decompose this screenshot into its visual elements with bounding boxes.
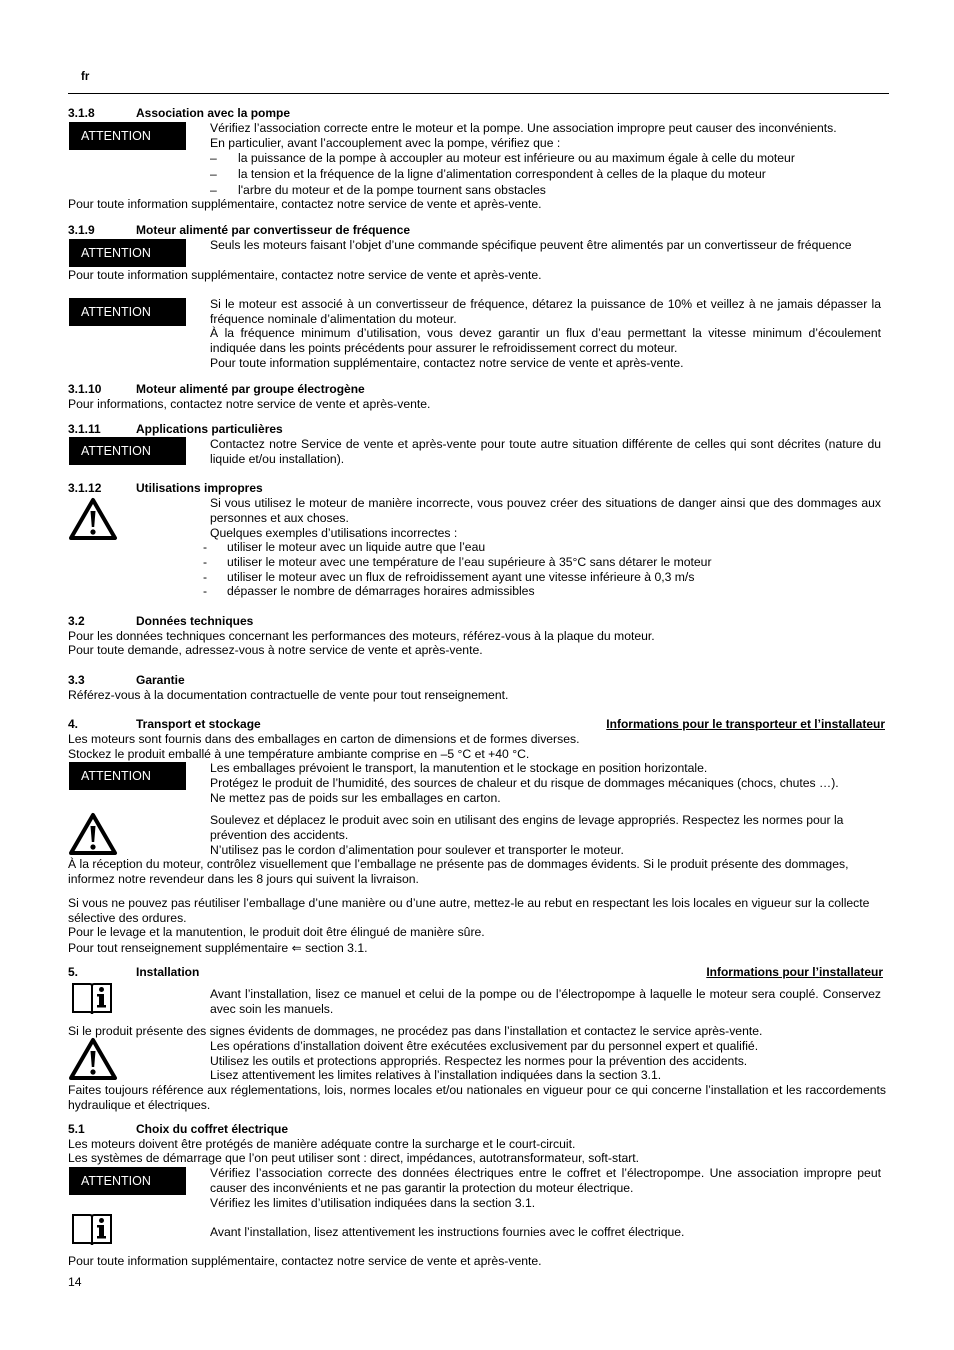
- section-title: Garantie: [136, 673, 185, 687]
- paragraph: Pour toute information supplémentaire, contactez notre service de vente et après-vente.: [210, 356, 684, 370]
- list-item-text: utiliser le moteur avec une température de l’eau supérieure à 35°C sans détarer le moteur: [227, 555, 712, 569]
- section-3-1-10-heading: [68, 382, 365, 397]
- paragraph: Les emballages prévoient le transport, la manutention et le stockage en position horizontale.: [210, 761, 708, 775]
- paragraph: Vérifiez les limites d’utilisation indiquées dans la section 3.1.: [210, 1196, 536, 1210]
- section-title: Installation: [136, 965, 200, 979]
- section-number: 3.1.11: [68, 422, 101, 436]
- attention-badge: ATTENTION: [69, 1167, 186, 1195]
- paragraph: Pour le levage et la manutention, le produit doit être élingué de manière sûre.: [68, 925, 485, 939]
- warning-icon: [68, 497, 118, 541]
- section-number: 5.: [68, 965, 79, 979]
- attention-badge: ATTENTION: [69, 437, 186, 465]
- bullet-mark: -: [203, 540, 208, 554]
- section-number: 3.1.10: [68, 382, 102, 396]
- paragraph: Si vous ne pouvez pas réutiliser l’emballage d’une manière ou d’une autre, mettez-le au rebut en respectant les lois locales en vigueur sur la collecte sélective des ordures.: [68, 896, 870, 925]
- paragraph: Les systèmes de démarrage que l’on peut utiliser sont : direct, impédances, autotransformateur, soft-start.: [68, 1151, 640, 1165]
- paragraph: Pour informations, contactez notre service de vente et après-vente.: [68, 397, 431, 411]
- section-title: Utilisations impropres: [136, 481, 263, 495]
- section-5-1-heading: [68, 1122, 288, 1137]
- attention-badge: ATTENTION: [69, 122, 186, 150]
- list-item-text: dépasser le nombre de démarrages horaires admissibles: [227, 584, 535, 598]
- section-title: Moteur alimenté par convertisseur de fréquence: [136, 223, 411, 237]
- section-number: 4.: [68, 717, 79, 731]
- paragraph: Pour tout renseignement supplémentaire ⇐ section 3.1.: [68, 941, 368, 955]
- paragraph: Les moteurs sont fournis dans des emballages en carton de dimensions et de formes diverses.: [68, 732, 580, 746]
- section-number: 3.1.9: [68, 223, 95, 237]
- section-title: Données techniques: [136, 614, 254, 628]
- header-rule: [68, 93, 889, 94]
- manual-info-icon: [70, 1212, 114, 1248]
- section-number: 3.1.8: [68, 106, 95, 120]
- paragraph: Si vous utilisez le moteur de manière incorrecte, vous pouvez créer des situations de danger ainsi que des dommages aux personnes et aux choses.: [210, 496, 881, 525]
- warning-icon: [68, 1037, 118, 1081]
- language-code: fr: [81, 71, 90, 83]
- warning-icon: [68, 812, 118, 856]
- section-title: Transport et stockage: [136, 717, 261, 731]
- attention-badge: ATTENTION: [69, 762, 186, 790]
- section-title: Applications particulières: [136, 422, 283, 436]
- paragraph: Vérifiez l’association correcte des données électriques entre le coffret et l’électropompe. Une association impropre peut causer des inconvénients et ne pas garantir la protection du moteur électrique.: [210, 1166, 881, 1195]
- paragraph: Lisez attentivement les limites relatives à l’installation indiquées dans la section 3.1.: [210, 1068, 662, 1082]
- bullet-mark: –: [210, 167, 217, 181]
- page-number: 14: [68, 1275, 82, 1289]
- paragraph: Seuls les moteurs faisant l’objet d’une commande spécifique peuvent être alimentés par un convertisseur de fréquence: [210, 238, 852, 252]
- section-title: Association avec la pompe: [136, 106, 291, 120]
- section-3-1-9-heading: [68, 223, 410, 238]
- attention-badge: ATTENTION: [69, 298, 186, 326]
- paragraph: Si le moteur est associé à un convertisseur de fréquence, détarez la puissance de 10% et veillez à ne jamais dépasser la fréquence nominale d’alimentation du moteur.: [210, 297, 881, 326]
- section-3-1-11-heading: [68, 422, 283, 437]
- paragraph: Vérifiez l’association correcte entre le moteur et la pompe. Une association impropre peut causer des inconvénients.: [210, 121, 837, 135]
- paragraph: En particulier, avant l’accouplement avec la pompe, vérifiez que :: [210, 136, 561, 150]
- section-3-2-heading: [68, 614, 253, 629]
- bullet-mark: -: [203, 555, 208, 569]
- paragraph: Ne mettez pas de poids sur les emballages en carton.: [210, 791, 501, 805]
- paragraph: Avant l’installation, lisez attentivement les instructions fournies avec le coffret électrique.: [210, 1225, 685, 1239]
- paragraph: Contactez notre Service de vente et après-vente pour toute autre situation différente de celles qui sont décrites (nature du liquide et/ou installation).: [210, 437, 881, 466]
- paragraph: Référez-vous à la documentation contractuelle de vente pour tout renseignement.: [68, 688, 509, 702]
- list-item-text: la puissance de la pompe à accoupler au moteur est inférieure ou au maximum égale à celle du moteur: [238, 151, 795, 165]
- paragraph: Protégez le produit de l’humidité, des sources de chaleur et du risque de dommages mécaniques (chocs, chutes …).: [210, 776, 839, 790]
- list-item-text: utiliser le moteur avec un liquide autre que l’eau: [227, 540, 486, 554]
- paragraph: À la réception du moteur, contrôlez visuellement que l’emballage ne présente pas de dommages évidents. Si le produit présente des dommages, informez notre revendeur dans les 8 jours qui suivent la livraison.: [68, 857, 849, 886]
- manual-info-icon: [70, 981, 114, 1017]
- paragraph: Quelques exemples d’utilisations incorrectes :: [210, 526, 458, 540]
- paragraph: Stockez le produit emballé à une température ambiante comprise en –5 °C et +40 °C.: [68, 747, 530, 761]
- section-3-1-12-heading: [68, 481, 263, 496]
- bullet-mark: –: [210, 183, 217, 197]
- paragraph: Pour toute information supplémentaire, contactez notre service de vente et après-vente.: [68, 1254, 542, 1268]
- section-5-heading: [68, 965, 199, 980]
- section-title: Choix du coffret électrique: [136, 1122, 289, 1136]
- section-number: 5.1: [68, 1122, 85, 1136]
- section-4-heading: [68, 717, 261, 732]
- list-item-text: utiliser le moteur avec un flux de refroidissement ayant une vitesse inférieure à 0,3 m/s: [227, 570, 695, 584]
- section-number: 3.2: [68, 614, 85, 628]
- audience-note: Informations pour le transporteur et l’installateur: [606, 717, 885, 731]
- paragraph: Si le produit présente des signes évidents de dommages, ne procédez pas dans l’installation et contactez le service après-vente.: [68, 1024, 763, 1038]
- list-item-text: l'arbre du moteur et de la pompe tournent sans obstacles: [238, 183, 546, 197]
- list-item-text: la tension et la fréquence de la ligne d’alimentation correspondent à celles de la plaque du moteur: [238, 167, 766, 181]
- paragraph: Pour toute information supplémentaire, contactez notre service de vente et après-vente.: [68, 268, 542, 282]
- paragraph: Pour les données techniques concernant les performances des moteurs, référez-vous à la plaque du moteur.: [68, 629, 655, 643]
- paragraph: Pour toute demande, adressez-vous à notre service de vente et après-vente.: [68, 643, 483, 657]
- paragraph: Pour toute information supplémentaire, contactez notre service de vente et après-vente.: [68, 197, 542, 211]
- section-title: Moteur alimenté par groupe électrogène: [136, 382, 365, 396]
- section-number: 3.3: [68, 673, 85, 687]
- paragraph: Les moteurs doivent être protégés de manière adéquate contre la surcharge et le court-circuit.: [68, 1137, 576, 1151]
- paragraph: Les opérations d’installation doivent être exécutées exclusivement par du personnel expert et qualifié.: [210, 1039, 759, 1053]
- paragraph: Utilisez les outils et protections appropriés. Respectez les normes pour la prévention des accidents.: [210, 1054, 748, 1068]
- audience-note: Informations pour l’installateur: [706, 965, 883, 979]
- paragraph: Soulevez et déplacez le produit avec soin en utilisant des engins de levage appropriés. Respectez les normes pour la prévention des accidents.: [210, 813, 844, 842]
- section-3-1-8-heading: [68, 106, 290, 121]
- bullet-mark: –: [210, 151, 217, 165]
- section-number: 3.1.12: [68, 481, 102, 495]
- section-3-3-heading: [68, 673, 185, 688]
- bullet-mark: -: [203, 584, 208, 598]
- paragraph: Avant l’installation, lisez ce manuel et celui de la pompe ou de l’électropompe à laquelle le moteur sera couplé. Conservez avec soin les manuels.: [210, 987, 881, 1016]
- bullet-mark: -: [203, 570, 208, 584]
- paragraph: À la fréquence minimum d’utilisation, vous devez garantir un flux d’eau permettant la vitesse minimum d’écoulement indiquée dans les points précédents pour assurer le refroidissement correct du moteur.: [210, 326, 881, 355]
- paragraph: N’utilisez pas le cordon d’alimentation pour soulever et transporter le moteur.: [210, 843, 624, 857]
- attention-badge: ATTENTION: [69, 239, 186, 267]
- paragraph: Faites toujours référence aux réglementations, lois, normes locales et/ou nationales en vigueur pour ce qui concerne l’installation et les raccordements hydraulique et électriques.: [68, 1083, 886, 1112]
